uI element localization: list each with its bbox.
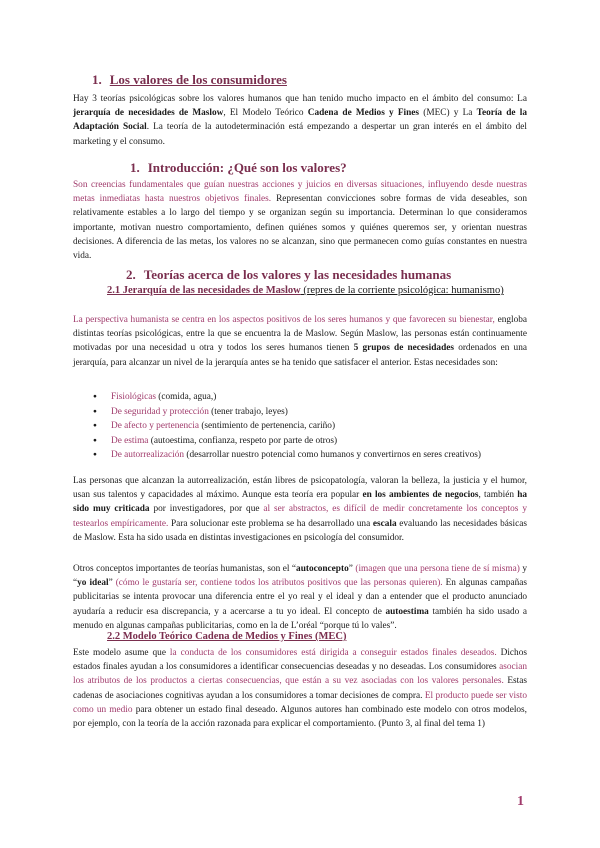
page-number: 1 — [517, 794, 524, 809]
values-definition-paragraph: Son creencias fundamentales que guían nuestras acciones y juicios en diversas situaciones, influyendo desde nuestras metas inmediatas hasta nuestros objetivos finales. Representan convicciones sobre formas de vida deseables, son relativamente estables a lo largo del tiempo y se organizan según su importancia. Determinan lo que consideramos importante, motivan nuestro comportamiento, definen quiénes somos y quiénes queremos ser, y orientan nuestras decisiones. A diferencia de las metas, los valores no se alcanzan, sino que permanecen como guías constantes en nuestra vida. — [73, 180, 527, 262]
section-heading-introduction: 1. Introducción: ¿Qué son los valores? — [130, 160, 347, 175]
needs-list — [93, 390, 481, 463]
subsection-heading-mec: 2.2 Modelo Teórico Cadena de Medios y Fines (MEC) — [107, 631, 347, 642]
list-item: ● Fisiológicas (comida, agua,) — [93, 390, 481, 405]
intro-paragraph: Hay 3 teorías psicológicas sobre los valores humanos que han tenido mucho impacto en el ámbito del consumo: La jerarquía de necesidades de Maslow, El Modelo Teórico Cadena de Medios y Fines (MEC) y La Teoría de la Adaptación Social. La teoría de la autodeterminación está empezando a despertar un gran interés en el ámbito del marketing y el consumo. — [73, 94, 528, 147]
subsection-heading-maslow: 2.1 Jerarquía de las necesidades de Maslow (repres de la corriente psicológica: humanismo) — [107, 285, 504, 296]
selfrealization-paragraph: Las personas que alcanzan la autorrealización, están libres de psicopatología, valoran la belleza, la justicia y el humor, usan sus talentos y capacidades al máximo. Aunque esta teoría era popular en los ambientes de negocios, también ha sido muy criticada por investigadores, por que al ser abstractos, es difícil de medir concretamente los conceptos y testearlos empíricamente. Para solucionar este problema se ha desarrollado una escala evaluando las necesidades básicas de Maslow. Esta ha sido usada en distintas investigaciones en psicología del consumidor. — [73, 476, 528, 543]
selfconcept-paragraph: Otros conceptos importantes de teorías humanistas, son el “autoconcepto” (imagen que una persona tiene de sí misma) y “yo ideal” (cómo le gustaría ser, contiene todos los atributos positivos que las personas quieren). En algunas campañas publicitarias se intenta provocar una diferencia entre el yo real y el ideal y dan a entender que el producto anunciado ayudaría a reducir esa discrepancia, y a acercarse a tu yo ideal. El concepto de autoestima también ha sido usado a menudo en algunas campañas publicitarias, como en la de L’oréal “porque tú lo vales”. — [73, 564, 528, 631]
section-heading-theories: 2. Teorías acerca de los valores y las necesidades humanas — [126, 267, 452, 282]
section-heading-values: 1. Los valores de los consumidores — [92, 72, 287, 87]
list-item: ● De estima (autoestima, confianza, respeto por parte de otros) — [93, 434, 481, 449]
list-item: ● De afecto y pertenencia (sentimiento de pertenencia, cariño) — [93, 419, 481, 434]
list-item: ● De seguridad y protección (tener trabajo, leyes) — [93, 405, 481, 420]
mec-paragraph: Este modelo asume que la conducta de los consumidores está dirigida a conseguir estados finales deseados. Dichos estados finales ayudan a los consumidores a identificar consecuencias deseadas y no deseadas. Los consumidores asocian los atributos de los productos a ciertas consecuencias, que están a su vez asociadas con los valores personales. Estas cadenas de asociaciones cognitivas ayudan a los consumidores a tomar decisiones de compra. El producto puede ser visto como un medio para obtener un estado final deseado. Algunos autores han combinado este modelo con otros modelos, por ejemplo, con la teoría de la acción razonada para explicar el comportamiento. (Punto 3, al final del tema 1) — [73, 648, 527, 730]
list-item: ● De autorrealización (desarrollar nuestro potencial como humanos y convertirnos en seres creativos) — [93, 448, 481, 463]
maslow-paragraph: La perspectiva humanista se centra en los aspectos positivos de los seres humanos y que favorecen su bienestar, engloba distintas teorías psicológicas, entre la que se encuentra la de Maslow. Según Maslow, las personas están continuamente motivadas por una necesidad u otra y todos los seres humanos tienen 5 grupos de necesidades ordenados en una jerarquía, para alcanzar un nivel de la jerarquía antes se ha tenido que satisfacer el anterior. Estas necesidades son: — [73, 315, 527, 368]
